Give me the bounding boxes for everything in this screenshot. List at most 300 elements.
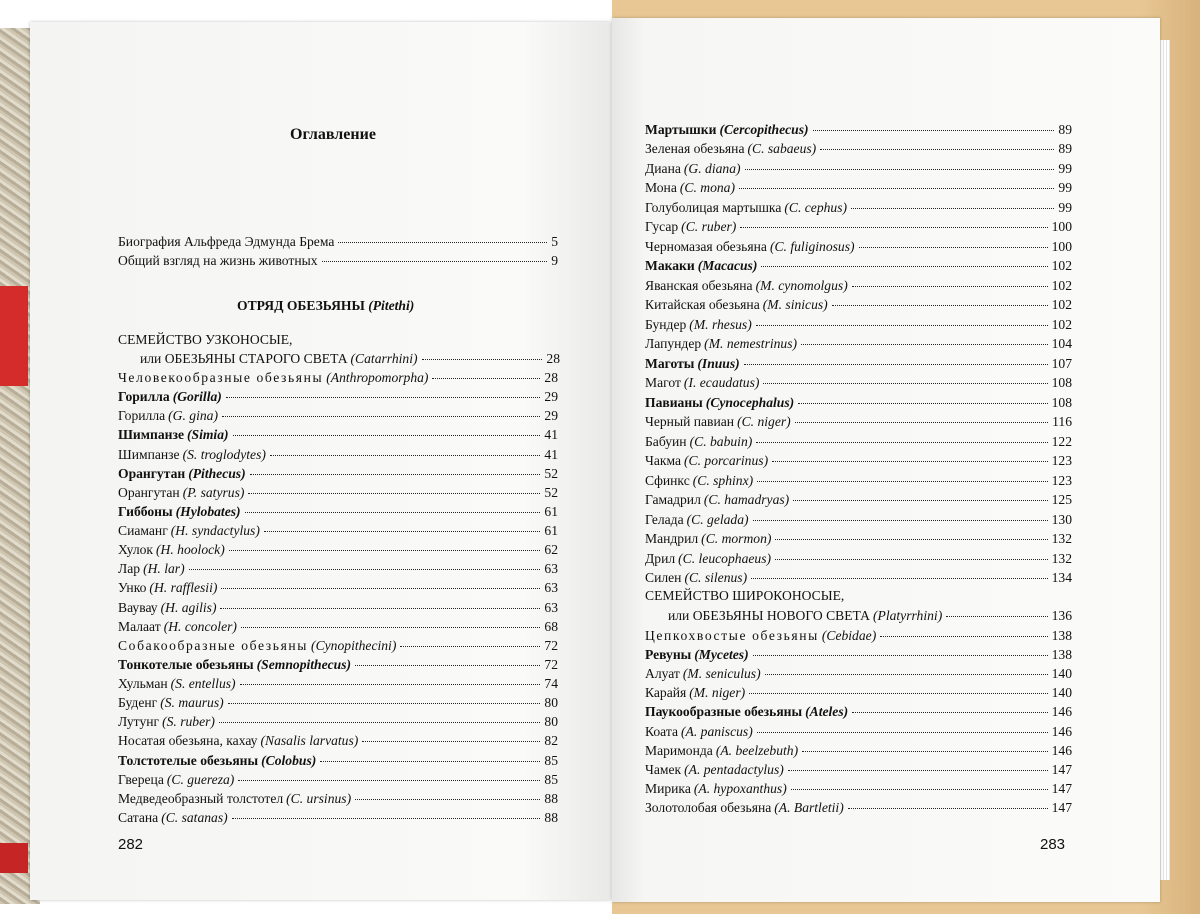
toc-entry (118, 636, 558, 655)
toc-entry (645, 412, 1072, 431)
toc-entry (118, 445, 558, 464)
entry-latin-name: (M. sinicus) (762, 297, 828, 313)
toc-entry (118, 387, 558, 406)
toc-entry (118, 693, 558, 712)
toc-entry (118, 502, 558, 521)
dot-leader (791, 789, 1048, 790)
toc-entry (645, 645, 1072, 664)
dot-leader (761, 266, 1047, 267)
entry-page-number: 130 (1051, 511, 1072, 527)
entry-page-number: 99 (1058, 160, 1072, 176)
entry-latin-name: (Cercopithecus) (719, 122, 809, 137)
entry-title: Китайская обезьяна (645, 297, 760, 313)
entry-title: Алуат (645, 666, 680, 682)
entry-title: Шимпанзе (118, 446, 180, 462)
toc-entry (645, 702, 1072, 721)
toc-entry (645, 683, 1072, 702)
entry-page-number: 104 (1051, 336, 1072, 352)
entry-title: Носатая обезьяна, кахау (118, 733, 258, 749)
dot-leader (226, 397, 541, 398)
entry-latin-name: (M. cynomolgus) (755, 277, 848, 293)
entry-latin-name: (C. ursinus) (286, 790, 352, 806)
toc-entry (645, 568, 1072, 587)
entry-latin-name: (M. niger) (689, 685, 746, 701)
toc-entry (645, 120, 1072, 139)
entry-latin-name: (M. nemestrinus) (704, 336, 798, 352)
entry-latin-name: (H. rafflesii) (149, 580, 218, 596)
entry-title: Черномазая обезьяна (645, 238, 767, 254)
order-title (237, 298, 414, 314)
entry-page-number: 125 (1051, 492, 1072, 508)
entry-title: Цепкохвостые обезьяны (645, 628, 819, 643)
dot-leader (751, 578, 1047, 579)
order-title-latin: (Pitethi) (368, 298, 415, 313)
entry-latin-name: (Nasalis larvatus) (260, 733, 359, 749)
entry-latin-name: (H. concoler) (163, 618, 237, 634)
entry-title: Коата (645, 723, 679, 739)
entry-page-number: 140 (1051, 666, 1072, 682)
entry-page-number: 89 (1058, 122, 1072, 137)
entry-latin-name: (Inuus) (697, 355, 740, 371)
entry-latin-name: (G. diana) (683, 160, 741, 176)
entry-page-number: 29 (544, 408, 558, 424)
toc-entry (645, 664, 1072, 683)
dot-leader (851, 208, 1054, 209)
toc-entry (645, 139, 1072, 158)
dot-leader (795, 422, 1048, 423)
entry-page-number: 85 (544, 771, 558, 787)
dot-leader (400, 646, 540, 647)
entry-title: Унко (118, 580, 147, 596)
entry-title: Сфинкс (645, 472, 690, 488)
entry-title: Гелада (645, 511, 684, 527)
entry-page-number: 72 (544, 656, 558, 672)
toc-entry (645, 760, 1072, 779)
entry-title: Горилла (118, 389, 170, 405)
entry-latin-name: (C. satanas) (161, 810, 228, 825)
entry-latin-name: (S. entellus) (170, 676, 236, 692)
family-subheading-left: или ОБЕЗЬЯНЫ СТАРОГО СВЕТА (Catarrhini) 28 (140, 351, 560, 366)
toc-entry (645, 217, 1072, 236)
entry-title: Зеленая обезьяна (645, 141, 745, 157)
entry-title: Лапундер (645, 336, 702, 352)
dot-leader (238, 780, 540, 781)
entry-page-number: 146 (1051, 723, 1072, 739)
dot-leader (802, 751, 1047, 752)
entry-latin-name: (H. agilis) (160, 599, 217, 615)
toc-entry (645, 490, 1072, 509)
toc-entry (118, 808, 558, 827)
entry-page-number: 132 (1051, 550, 1072, 566)
entry-title: Человекообразные обезьяны (118, 370, 324, 385)
entry-title: Чамек (645, 761, 682, 777)
toc-entry (118, 521, 558, 540)
dot-leader (744, 364, 1048, 365)
entry-page-number: 116 (1052, 414, 1072, 430)
dot-leader (355, 665, 540, 666)
entry-title: Ваувау (118, 599, 158, 615)
entry-page-number: 99 (1058, 180, 1072, 196)
entry-page-number: 52 (544, 484, 558, 500)
entry-latin-name: (M. rhesus) (689, 316, 752, 332)
entry-title: Общий взгляд на жизнь животных (118, 253, 318, 268)
dot-leader (757, 732, 1048, 733)
entry-title: Чакма (645, 453, 682, 469)
dot-leader (229, 550, 541, 551)
entry-page-number: 68 (544, 618, 558, 634)
entry-page-number: 146 (1051, 704, 1072, 720)
front-matter-entry (118, 251, 558, 270)
entry-latin-name: (C. sabaeus) (747, 141, 817, 157)
entry-page-number: 9 (551, 253, 558, 268)
toc-entry (118, 464, 558, 483)
entry-title: Черный павиан (645, 414, 735, 430)
toc-entry (645, 510, 1072, 529)
dot-leader (775, 559, 1048, 560)
entry-title: Собакообразные обезьяны (118, 637, 309, 653)
dot-leader (241, 627, 540, 628)
entry-page-number: 102 (1051, 297, 1072, 313)
entry-page-number: 82 (544, 733, 558, 749)
entry-page-number: 100 (1051, 238, 1072, 254)
toc-entry (645, 626, 1072, 645)
entry-page-number: 123 (1051, 472, 1072, 488)
entry-latin-name: (H. lar) (143, 561, 185, 577)
entry-title: Золотолобая обезьяна (645, 800, 772, 815)
toc-entry (645, 178, 1072, 197)
entry-title: Макаки (645, 258, 695, 274)
dot-leader (228, 703, 541, 704)
dot-leader (250, 474, 541, 475)
dot-leader (749, 693, 1047, 694)
entry-title: Маготы (645, 355, 695, 371)
entry-page-number: 146 (1051, 742, 1072, 758)
entry-title: Хулок (118, 542, 154, 558)
entry-title: Дрил (645, 550, 676, 566)
entry-latin-name: (Gorilla) (172, 389, 222, 405)
toc-entry (645, 432, 1072, 451)
dot-leader (880, 636, 1047, 637)
entry-latin-name: (C. ruber) (681, 219, 737, 235)
dot-leader (232, 818, 541, 819)
entry-page-number: 147 (1051, 800, 1072, 815)
toc-entry (118, 655, 558, 674)
toc-entry (645, 549, 1072, 568)
entry-page-number: 138 (1051, 647, 1072, 663)
entry-page-number: 99 (1058, 199, 1072, 215)
family-subheading-right: или ОБЕЗЬЯНЫ НОВОГО СВЕТА (Platyrrhini) 136 (668, 608, 1072, 623)
family-heading-left: СЕМЕЙСТВО УЗКОНОСЫЕ, (118, 332, 293, 347)
entry-page-number: 72 (544, 637, 558, 653)
toc-entry (645, 471, 1072, 490)
entry-latin-name: (Cebidae) (821, 628, 877, 643)
toc-entry (118, 617, 558, 636)
entry-latin-name: (A. pentadactylus) (684, 761, 784, 777)
dot-leader (240, 684, 541, 685)
dot-leader (756, 442, 1047, 443)
toc-entry (118, 712, 558, 731)
dot-leader (772, 461, 1048, 462)
entry-title: Паукообразные обезьяны (645, 704, 803, 720)
entry-title: Сиаманг (118, 523, 168, 539)
entry-page-number: 108 (1051, 394, 1072, 410)
entry-page-number: 63 (544, 599, 558, 615)
dot-leader (775, 539, 1047, 540)
dot-leader (801, 344, 1048, 345)
dot-leader (756, 325, 1048, 326)
entry-page-number: 134 (1051, 570, 1072, 585)
entry-title: Гамадрил (645, 492, 701, 508)
entry-title: Малаат (118, 618, 161, 634)
entry-page-number: 63 (544, 561, 558, 577)
entry-title: Шимпанзе (118, 427, 184, 443)
entry-title: Силен (645, 570, 682, 585)
entry-latin-name: (C. leucophaeus) (678, 550, 772, 566)
dot-leader (739, 188, 1054, 189)
entry-page-number: 100 (1051, 219, 1072, 235)
toc-entry (645, 334, 1072, 353)
entry-title: Ревуны (645, 647, 692, 663)
entry-latin-name: (Cynopithecini) (311, 637, 397, 653)
entry-latin-name: (A. paniscus) (681, 723, 753, 739)
entry-page-number: 80 (544, 714, 558, 730)
entry-latin-name: (C. sphinx) (692, 472, 754, 488)
entry-latin-name: (C. niger) (737, 414, 791, 430)
toc-entry (118, 751, 558, 770)
toc-title: Оглавление (290, 126, 376, 143)
front-matter-entry (118, 232, 558, 251)
entry-latin-name: (Cynocephalus) (705, 394, 795, 410)
entry-title: Маримонда (645, 742, 713, 758)
entry-latin-name: (A. beelzebuth) (715, 742, 799, 758)
entry-page-number: 5 (551, 234, 558, 249)
entry-title: Мона (645, 180, 677, 196)
dot-leader (270, 455, 541, 456)
entry-page-number: 132 (1051, 531, 1072, 547)
entry-latin-name: (Semnopithecus) (256, 656, 352, 672)
toc-entry (645, 198, 1072, 217)
toc-entry (645, 393, 1072, 412)
entry-page-number: 63 (544, 580, 558, 596)
toc-entry (118, 674, 558, 693)
entry-latin-name: (Simia) (186, 427, 229, 443)
order-title-text: ОТРЯД ОБЕЗЬЯНЫ (237, 298, 365, 313)
entry-title: Бундер (645, 316, 687, 332)
entry-title: Медведеобразный толстотел (118, 790, 284, 806)
entry-page-number: 62 (544, 542, 558, 558)
entry-title: Тонкотелые обезьяны (118, 656, 254, 672)
entry-page-number: 140 (1051, 685, 1072, 701)
dot-leader (322, 261, 548, 262)
toc-entry (118, 789, 558, 808)
entry-latin-name: (C. porcarinus) (684, 453, 769, 469)
toc-entry (645, 779, 1072, 798)
dot-leader (753, 655, 1048, 656)
entry-page-number: 41 (544, 427, 558, 443)
entry-page-number: 107 (1051, 355, 1072, 371)
entry-title: Мирика (645, 780, 691, 796)
entry-title: Магот (645, 375, 681, 391)
entry-title: Мартышки (645, 122, 717, 137)
dot-leader (432, 378, 540, 379)
entry-title: Сатана (118, 810, 159, 825)
dot-leader (248, 493, 540, 494)
dot-leader (320, 761, 540, 762)
entry-latin-name: (C. guereza) (166, 771, 235, 787)
entry-title: Толстотелые обезьяны (118, 752, 259, 768)
entry-page-number: 80 (544, 695, 558, 711)
toc-entry (645, 798, 1072, 817)
entry-page-number: 89 (1058, 141, 1072, 157)
dot-leader (852, 286, 1048, 287)
entry-latin-name: (C. mona) (679, 180, 735, 196)
dot-leader (221, 588, 540, 589)
entry-page-number: 88 (544, 810, 558, 825)
entry-page-number: 41 (544, 446, 558, 462)
entry-page-number: 74 (544, 676, 558, 692)
dot-leader (832, 305, 1048, 306)
entry-page-number: 29 (544, 389, 558, 405)
entry-title: Буденг (118, 695, 158, 711)
entry-latin-name: (C. silenus) (684, 570, 748, 585)
entry-page-number: 123 (1051, 453, 1072, 469)
toc-entry (645, 722, 1072, 741)
entry-latin-name: (C. hamadryas) (703, 492, 790, 508)
entry-latin-name: (M. seniculus) (682, 666, 761, 682)
entry-page-number: 108 (1051, 375, 1072, 391)
entry-latin-name: (Ateles) (805, 704, 849, 720)
entry-latin-name: (H. syndactylus) (170, 523, 260, 539)
toc-entry (118, 598, 558, 617)
dot-leader (220, 608, 540, 609)
entry-latin-name: (C. gelada) (686, 511, 749, 527)
dot-leader (763, 383, 1047, 384)
entry-latin-name: (Mycetes) (694, 647, 749, 663)
entry-title: Диана (645, 160, 681, 176)
entry-latin-name: (G. gina) (168, 408, 218, 424)
toc-entry (645, 237, 1072, 256)
dot-leader (798, 403, 1047, 404)
entry-page-number: 102 (1051, 258, 1072, 274)
entry-latin-name: (I. ecaudatus) (683, 375, 760, 391)
entry-latin-name: (C. babuin) (689, 433, 753, 449)
dot-leader (788, 770, 1048, 771)
toc-entry (118, 770, 558, 789)
entry-latin-name: (A. hypoxanthus) (693, 780, 787, 796)
entry-latin-name: (Anthropomorpha) (326, 370, 429, 385)
entry-title: Мандрил (645, 531, 699, 547)
entry-page-number: 61 (544, 503, 558, 519)
entry-title: Гвереца (118, 771, 164, 787)
toc-entry (118, 368, 558, 387)
dot-leader (859, 247, 1048, 248)
entry-title: Лар (118, 561, 141, 577)
dot-leader (852, 712, 1047, 713)
entry-page-number: 61 (544, 523, 558, 539)
entry-title: Лутунг (118, 714, 160, 730)
dot-leader (222, 416, 540, 417)
entry-latin-name: (S. troglodytes) (182, 446, 266, 462)
entry-latin-name: (Hylobates) (175, 503, 241, 519)
toc-entry (118, 559, 558, 578)
entry-page-number: 138 (1051, 628, 1072, 643)
toc-entry (645, 373, 1072, 392)
entry-title: Голуболицая мартышка (645, 199, 782, 215)
entry-latin-name: (S. maurus) (160, 695, 224, 711)
dot-leader (219, 722, 540, 723)
entry-latin-name: (A. Bartletii) (774, 800, 844, 815)
dot-leader (813, 130, 1055, 131)
entry-title: Гиббоны (118, 503, 173, 519)
entry-title: Орангутан (118, 465, 186, 481)
entry-latin-name: (Pithecus) (188, 465, 246, 481)
entry-page-number: 52 (544, 465, 558, 481)
entry-title: Биография Альфреда Эдмунда Брема (118, 234, 335, 249)
entry-title: Павианы (645, 394, 703, 410)
dot-leader (820, 149, 1054, 150)
page-number-right: 283 (1040, 836, 1066, 853)
dot-leader (745, 169, 1055, 170)
entry-latin-name: (C. cephus) (784, 199, 848, 215)
dot-leader (189, 569, 541, 570)
dot-leader (233, 435, 541, 436)
entry-latin-name: (H. hoolock) (156, 542, 225, 558)
toc-entry (645, 315, 1072, 334)
toc-entry (645, 354, 1072, 373)
dot-leader (338, 242, 547, 243)
toc-entry (645, 451, 1072, 470)
entry-page-number: 122 (1051, 433, 1072, 449)
toc-entry (645, 256, 1072, 275)
toc-entry (118, 578, 558, 597)
entry-title: Гусар (645, 219, 679, 235)
entry-page-number: 147 (1051, 761, 1072, 777)
dot-leader (765, 674, 1048, 675)
entry-page-number: 85 (544, 752, 558, 768)
entry-title: Яванская обезьяна (645, 277, 753, 293)
entry-title: Карайя (645, 685, 687, 701)
entry-title: Бабуин (645, 433, 687, 449)
entry-latin-name: (C. fuliginosus) (769, 238, 855, 254)
page-number-left: 282 (118, 836, 144, 853)
entry-page-number: 88 (544, 790, 558, 806)
dot-leader (793, 500, 1047, 501)
dot-leader (245, 512, 541, 513)
dot-leader (757, 481, 1047, 482)
toc-entry (118, 731, 558, 750)
toc-entry (645, 741, 1072, 760)
entry-page-number: 147 (1051, 780, 1072, 796)
entry-page-number: 28 (544, 370, 558, 385)
entry-latin-name: (Macacus) (697, 258, 758, 274)
entry-page-number: 102 (1051, 316, 1072, 332)
entry-title: Горилла (118, 408, 166, 424)
entry-latin-name: (C. mormon) (701, 531, 772, 547)
entry-latin-name: (Colobus) (261, 752, 317, 768)
toc-entry (118, 483, 558, 502)
entry-latin-name: (P. satyrus) (182, 484, 245, 500)
family-heading-right: СЕМЕЙСТВО ШИРОКОНОСЫЕ, (645, 588, 845, 603)
toc-entry (645, 529, 1072, 548)
dot-leader (362, 741, 540, 742)
entry-title: Хульман (118, 676, 168, 692)
toc-entry (118, 540, 558, 559)
dot-leader (740, 227, 1047, 228)
dot-leader (264, 531, 541, 532)
toc-entry (118, 425, 558, 444)
toc-entry (118, 406, 558, 425)
entry-latin-name: (S. ruber) (162, 714, 215, 730)
